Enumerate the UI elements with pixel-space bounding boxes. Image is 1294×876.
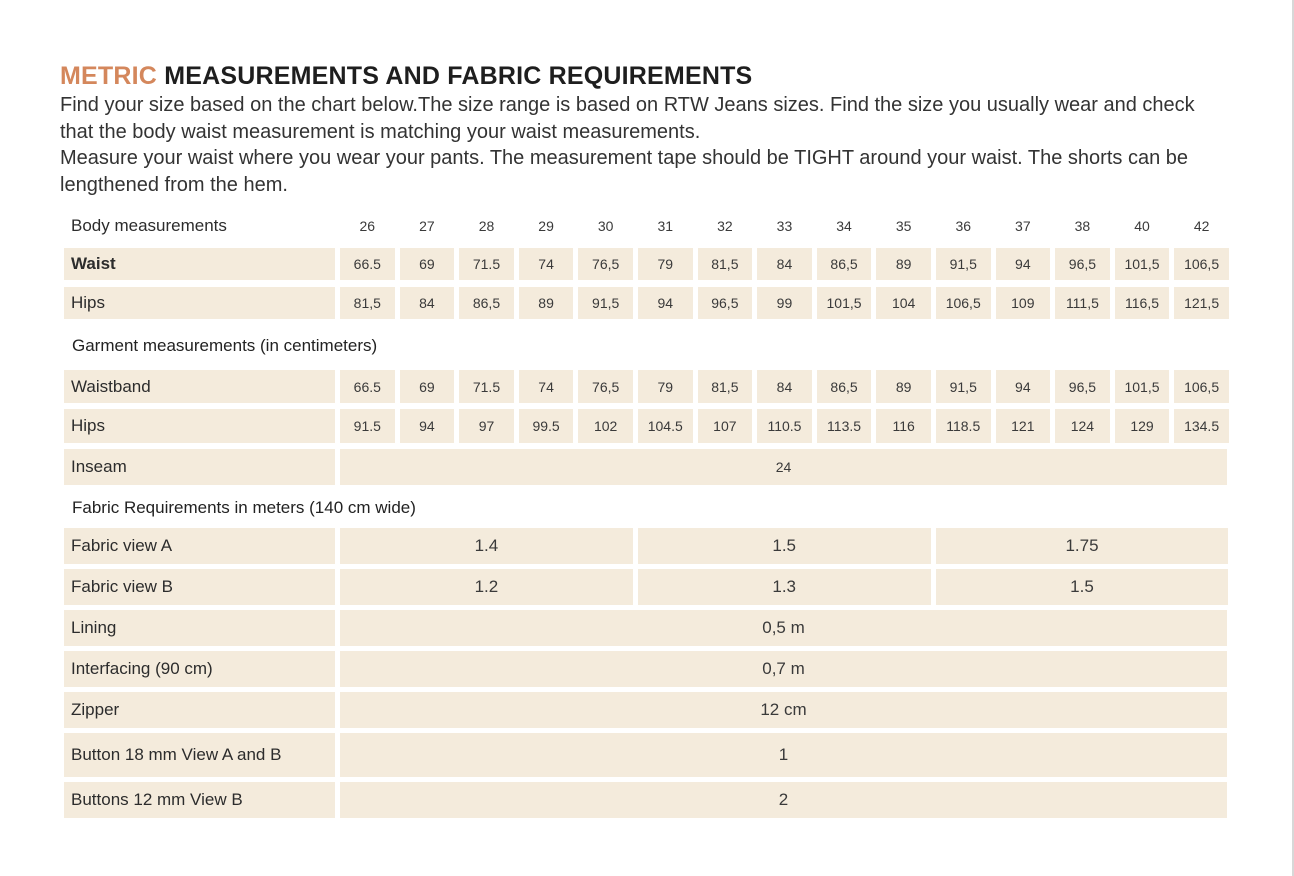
size-header-cell: 38: [1074, 218, 1091, 234]
body-hips-value-cell: 84: [400, 287, 455, 319]
row-label-inseam: Inseam: [64, 449, 335, 485]
row-label-waistband: Waistband: [64, 370, 335, 403]
body-hips-value-cell: 111,5: [1055, 287, 1110, 319]
size-headers: [340, 208, 1229, 244]
row-label-fabric-view-b: Fabric view B: [64, 569, 335, 605]
garment-hips-value-cell: 124: [1055, 409, 1110, 443]
body-hips-value-cell: 86,5: [459, 287, 514, 319]
table-row-fabric-view-a: [64, 528, 1228, 564]
garment-hips-value-cell: 91.5: [340, 409, 395, 443]
waistband-value-cell: 96,5: [1055, 370, 1110, 403]
size-header-cell: 26: [359, 218, 376, 234]
row-label-button-12mm: Buttons 12 mm View B: [64, 782, 335, 818]
row-label-waist: Waist: [64, 248, 335, 280]
waistband-value-cell: 76,5: [578, 370, 633, 403]
waistband-value-cell: 106,5: [1174, 370, 1229, 403]
row-label-zipper: Zipper: [64, 692, 335, 728]
body-hips-value-cell: 116,5: [1115, 287, 1170, 319]
body-hips-value-cell: 91,5: [578, 287, 633, 319]
waistband-value-cell: 66.5: [340, 370, 395, 403]
garment-hips-value-cell: 129: [1115, 409, 1170, 443]
fabric-view-a-value: 1.75: [936, 528, 1229, 564]
body-hips-value-cell: 104: [876, 287, 931, 319]
size-header-cell: 28: [478, 218, 495, 234]
table-row-interfacing: [64, 651, 1227, 687]
size-header-cell: 30: [597, 218, 614, 234]
body-waist-value-cell: 81,5: [698, 248, 753, 280]
page-title: [60, 62, 752, 91]
body-waist-value-cell: 71.5: [459, 248, 514, 280]
fabric-view-b-value: 1.2: [340, 569, 633, 605]
table-row-inseam: [64, 449, 1227, 485]
waistband-values: [340, 370, 1229, 403]
body-hips-value-cell: 96,5: [698, 287, 753, 319]
intro-paragraph-2: Measure your waist where you wear your pants. The measurement tape should be TIGHT around your waist. The shorts can be lengthened from the hem.: [60, 147, 1188, 196]
lining-value: 0,5 m: [340, 610, 1227, 646]
garment-hips-value-cell: 116: [876, 409, 931, 443]
button-12mm-value: 2: [340, 782, 1227, 818]
garment-hips-value-cell: 94: [400, 409, 455, 443]
interfacing-value: 0,7 m: [340, 651, 1227, 687]
intro-text: [60, 92, 1220, 198]
body-hips-value-cell: 99: [757, 287, 812, 319]
garment-hips-value-cell: 99.5: [519, 409, 574, 443]
waistband-value-cell: 74: [519, 370, 574, 403]
size-header-cell: 40: [1134, 218, 1150, 234]
row-label-interfacing: Interfacing (90 cm): [64, 651, 335, 687]
size-header-cell: 32: [717, 218, 733, 234]
body-waist-value-cell: 86,5: [817, 248, 872, 280]
body-hips-value-cell: 94: [638, 287, 693, 319]
waistband-value-cell: 81,5: [698, 370, 753, 403]
body-hips-value-cell: 121,5: [1174, 287, 1229, 319]
body-waist-value-cell: 96,5: [1055, 248, 1110, 280]
body-waist-value-cell: 91,5: [936, 248, 991, 280]
size-header-cell: 29: [538, 218, 554, 234]
body-hips-value-cell: 89: [519, 287, 574, 319]
body-waist-value-cell: 101,5: [1115, 248, 1170, 280]
garment-hips-values: [340, 409, 1229, 443]
size-header-cell: 27: [419, 218, 435, 234]
garment-hips-value-cell: 97: [459, 409, 514, 443]
waistband-value-cell: 69: [400, 370, 455, 403]
body-waist-value-cell: 76,5: [578, 248, 633, 280]
inseam-value: 24: [340, 449, 1227, 485]
waistband-value-cell: 91,5: [936, 370, 991, 403]
table-row-fabric-view-b: [64, 569, 1228, 605]
table-row-zipper: [64, 692, 1227, 728]
body-hips-value-cell: 109: [996, 287, 1051, 319]
row-label-lining: Lining: [64, 610, 335, 646]
fabric-view-a-value: 1.4: [340, 528, 633, 564]
body-waist-value-cell: 69: [400, 248, 455, 280]
garment-hips-value-cell: 121: [996, 409, 1051, 443]
body-waist-value-cell: 89: [876, 248, 931, 280]
zipper-value: 12 cm: [340, 692, 1227, 728]
size-header-cell: 37: [1015, 218, 1031, 234]
body-hips-values: [340, 287, 1229, 319]
waistband-value-cell: 94: [996, 370, 1051, 403]
intro-paragraph-1: Find your size based on the chart below.The size range is based on RTW Jeans sizes. Find the size you usually wear and check that the body waist measurement is matching your waist measurements.: [60, 94, 1195, 143]
size-header-cell: 35: [895, 218, 912, 234]
fabric-view-b-value: 1.3: [638, 569, 931, 605]
garment-measurements-heading: Garment measurements (in centimeters): [72, 336, 378, 355]
garment-hips-value-cell: 118.5: [936, 409, 991, 443]
size-header-cell: 33: [776, 218, 793, 234]
garment-hips-value-cell: 113.5: [817, 409, 872, 443]
waistband-value-cell: 84: [757, 370, 812, 403]
garment-hips-value-cell: 107: [698, 409, 753, 443]
body-waist-value-cell: 66.5: [340, 248, 395, 280]
table-row-button-18mm: [64, 733, 1227, 777]
garment-hips-value-cell: 134.5: [1174, 409, 1229, 443]
body-hips-value-cell: 101,5: [817, 287, 872, 319]
waistband-value-cell: 86,5: [817, 370, 872, 403]
body-waist-value-cell: 79: [638, 248, 693, 280]
fabric-view-b-value: 1.5: [936, 569, 1229, 605]
body-measurements-heading: Body measurements: [71, 216, 227, 235]
body-waist-value-cell: 94: [996, 248, 1051, 280]
table-row-button-12mm: [64, 782, 1227, 818]
button-18mm-value: 1: [340, 733, 1227, 777]
body-waist-value-cell: 106,5: [1174, 248, 1229, 280]
fabric-requirements-heading: Fabric Requirements in meters (140 cm wide): [72, 498, 416, 517]
table-row-lining: [64, 610, 1227, 646]
body-waist-value-cell: 84: [757, 248, 812, 280]
waistband-value-cell: 71.5: [459, 370, 514, 403]
size-header-cell: 34: [836, 218, 852, 234]
title-rest: MEASUREMENTS AND FABRIC REQUIREMENTS: [164, 62, 753, 90]
row-label-button-18mm: Button 18 mm View A and B: [64, 733, 335, 777]
waist-values: [340, 248, 1229, 280]
title-accent: METRIC: [60, 62, 158, 90]
table-row-sizes: [64, 208, 1229, 244]
table-row-body-waist: [64, 248, 1229, 280]
table-row-body-hips: [64, 287, 1229, 319]
size-header-cell: 36: [955, 218, 972, 234]
body-waist-value-cell: 74: [519, 248, 574, 280]
row-label-fabric-view-a: Fabric view A: [64, 528, 335, 564]
garment-hips-value-cell: 104.5: [638, 409, 693, 443]
table-row-waistband: [64, 370, 1229, 403]
body-hips-value-cell: 106,5: [936, 287, 991, 319]
table-row-garment-hips: [64, 409, 1229, 443]
waistband-value-cell: 79: [638, 370, 693, 403]
size-header-cell: 42: [1193, 218, 1210, 234]
garment-hips-value-cell: 110.5: [757, 409, 812, 443]
fabric-view-a-value: 1.5: [638, 528, 931, 564]
body-hips-value-cell: 81,5: [340, 287, 395, 319]
row-label-body-hips: Hips: [64, 287, 335, 319]
waistband-value-cell: 89: [876, 370, 931, 403]
size-header-cell: 31: [657, 218, 674, 234]
garment-hips-value-cell: 102: [578, 409, 633, 443]
waistband-value-cell: 101,5: [1115, 370, 1170, 403]
row-label-garment-hips: Hips: [64, 409, 335, 443]
